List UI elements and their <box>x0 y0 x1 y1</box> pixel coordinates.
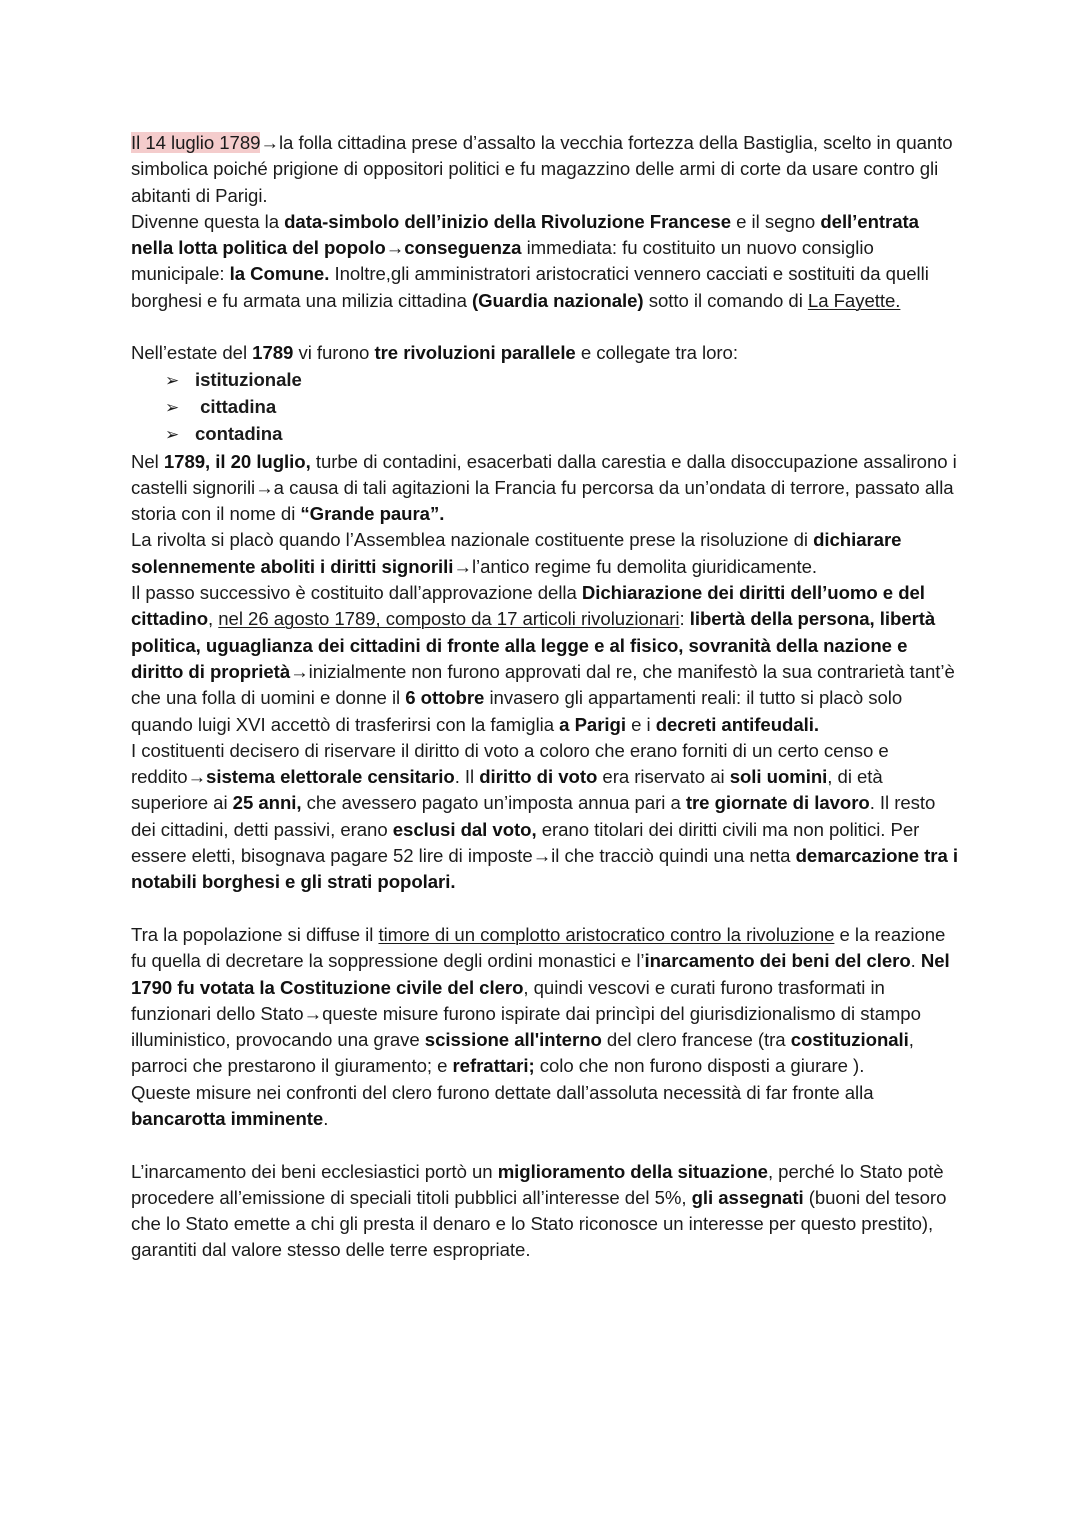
bold-text: a Parigi <box>559 713 626 735</box>
spacer <box>131 1132 961 1158</box>
list-item-label: contadina <box>195 423 283 445</box>
bold-text: scissione all'interno <box>424 1029 602 1051</box>
paragraph-bastiglia: Il 14 luglio 1789→la folla cittadina prese d’assalto la vecchia fortezza della Bastiglia, scelto in quanto simbolica poiché prigione di oppositori politici e fu magazzino delle armi di corte da usare contro gli abitanti di Parigi. <box>131 132 953 206</box>
paragraph-dichiarazione-diritti: Il passo successivo è costituito dall’approvazione della Dichiarazione dei diritti dell’uomo e del cittadino, nel 26 agosto 1789, composto da 17 articoli rivoluzionari: libertà della persona, libertà politica, uguaglianza dei cittadini di fronte alla legge e al fisico, sovranità della nazione e diritto di proprietà→inizialmente non furono approvati dal re, che manifestò la sua contrarietà tant’è che una folla di uomini e donne il 6 ottobre invasero gli appartamenti reali: il tutto si placò solo quando luigi XVI accettò di trasferirsi con la famiglia a Parigi e i decreti antifeudali. <box>131 582 955 735</box>
paragraph-grande-paura: Nel 1789, il 20 luglio, turbe di contadini, esacerbati dalla carestia e dalla disoccupazione assalirono i castelli signorili→a causa di tali agitazioni la Francia fu percorsa da un’ondata di terrore, passato alla storia con il nome di “Grande paura”. <box>131 450 957 525</box>
list-item-label: istituzionale <box>195 368 302 390</box>
bold-text: esclusi dal voto, <box>392 818 537 840</box>
bold-text: 1789, il 20 luglio, <box>163 450 311 472</box>
bold-text: sistema elettorale censitario <box>206 766 455 788</box>
underlined-text: nel 26 agosto 1789, composto da 17 articoli rivoluzionari <box>218 608 680 630</box>
bold-text: Dichiarazione dei diritti dell’uomo e del cittadino <box>131 582 925 630</box>
paragraph-diritti-signorili: La rivolta si placò quando l’Assemblea nazionale costituente prese la risoluzione di dichiarare solennemente aboliti i diritti signorili→l’antico regime fu demolita giuridicamente. <box>131 529 902 577</box>
bold-text: “Grande paura”. <box>300 503 445 525</box>
list-item <box>165 394 961 421</box>
spacer <box>131 896 961 922</box>
bold-text: dichiarare solennemente aboliti i diritti signorili <box>131 529 902 577</box>
paragraph-tre-rivoluzioni: Nell’estate del 1789 vi furono tre rivoluzioni parallele e collegate tra loro: <box>131 342 738 364</box>
paragraph-data-simbolo: Divenne questa la data-simbolo dell’inizio della Rivoluzione Francese e il segno dell’entrata nella lotta politica del popolo→conseguenza immediata: fu costituito un nuovo consiglio municipale: la Comune. Inoltre,gli amministratori aristocratici vennero cacciati e sostituiti da quelli borghesi e fu armata una milizia cittadina (Guardia nazionale) sotto il comando di La Fayette. <box>131 210 929 311</box>
bold-text: tre rivoluzioni parallele <box>374 342 576 364</box>
bold-text: demarcazione tra i notabili borghesi e gli strati popolari. <box>131 845 958 893</box>
revolutions-list <box>131 367 961 449</box>
bold-text: refrattari; <box>452 1055 535 1077</box>
arrow-bullet-icon: ➢ <box>165 370 180 391</box>
bold-text: bancarotta imminente <box>131 1107 324 1129</box>
bold-text: costituzionali <box>790 1029 909 1051</box>
bold-text: gli assegnati <box>691 1186 804 1208</box>
bold-text: tre giornate di lavoro <box>685 792 870 814</box>
highlighted-text: Il 14 luglio 1789 <box>131 132 261 153</box>
list-item <box>165 367 961 394</box>
bold-text: miglioramento della situazione <box>497 1160 768 1182</box>
list-item <box>165 421 961 448</box>
bold-text: conseguenza <box>404 237 522 259</box>
bold-text: dell’entrata nella lotta politica del popolo <box>131 210 919 259</box>
bold-text: diritto di voto <box>479 766 598 788</box>
paragraph-assegnati: L’inarcamento dei beni ecclesiastici portò un miglioramento della situazione, perché lo Stato potè procedere all’emissione di speciali titoli pubblici all’interesse del 5%, gli assegnati (buoni del tesoro che lo Stato emette a chi gli presta il denaro e lo Stato riconosce un interesse per questo prestito), garantiti dal valore stesso delle terre espropriate. <box>131 1160 947 1261</box>
bold-text: (Guardia nazionale) <box>471 289 644 311</box>
bold-text: decreti antifeudali. <box>655 713 819 735</box>
bold-text: la Comune. <box>229 263 330 285</box>
underlined-text: timore di un complotto aristocratico contro la rivoluzione <box>378 923 835 945</box>
bold-text: 6 ottobre <box>405 687 485 709</box>
arrow-bullet-icon: ➢ <box>165 397 180 418</box>
paragraph-bancarotta: Queste misure nei confronti del clero furono dettate dall’assoluta necessità di far fronte alla bancarotta imminente. <box>131 1081 874 1129</box>
arrow-bullet-icon: ➢ <box>165 425 180 446</box>
bold-text: Nel 1790 fu votata la Costituzione civile del clero <box>131 950 950 998</box>
bold-text: 25 anni, <box>232 792 302 814</box>
bold-text: 1789 <box>252 342 294 364</box>
bold-text: inarcamento dei beni del clero <box>644 950 911 972</box>
bold-text: data-simbolo dell’inizio della Rivoluzione Francese <box>284 210 732 232</box>
paragraph-costituzione-clero: Tra la popolazione si diffuse il timore di un complotto aristocratico contro la rivoluzione e la reazione fu quella di decretare la soppressione degli ordini monastici e l’inarcamento dei beni del clero. Nel 1790 fu votata la Costituzione civile del clero, quindi vescovi e curati furono trasformati in funzionari dello Stato→queste misure furono ispirate dai princìpi del giurisdizionalismo di stampo illuministico, provocando una grave scissione all'interno del clero francese (tra costituzionali, parroci che prestarono il giuramento; e refrattari; colo che non furono disposti a giurare ). <box>131 923 950 1077</box>
underlined-text: La Fayette. <box>807 289 901 311</box>
paragraph-sistema-censitario: I costituenti decisero di riservare il diritto di voto a coloro che erano forniti di un certo censo e reddito→sistema elettorale censitario. Il diritto di voto era riservato ai soli uomini, di età superiore ai 25 anni, che avessero pagato un’imposta annua pari a tre giornate di lavoro. Il resto dei cittadini, detti passivi, erano esclusi dal voto, erano titolari dei diritti civili ma non politici. Per essere eletti, bisognava pagare 52 lire di imposte→il che tracciò quindi una netta demarcazione tra i notabili borghesi e gli strati popolari. <box>131 739 958 893</box>
list-item-label: cittadina <box>195 395 277 417</box>
document-page <box>131 130 961 1264</box>
bold-text: soli uomini <box>729 766 828 788</box>
bold-text: libertà della persona, libertà politica, uguaglianza dei cittadini di fronte alla legge e al fisico, sovranità della nazione e diritto di proprietà <box>131 608 936 682</box>
spacer <box>131 314 961 340</box>
